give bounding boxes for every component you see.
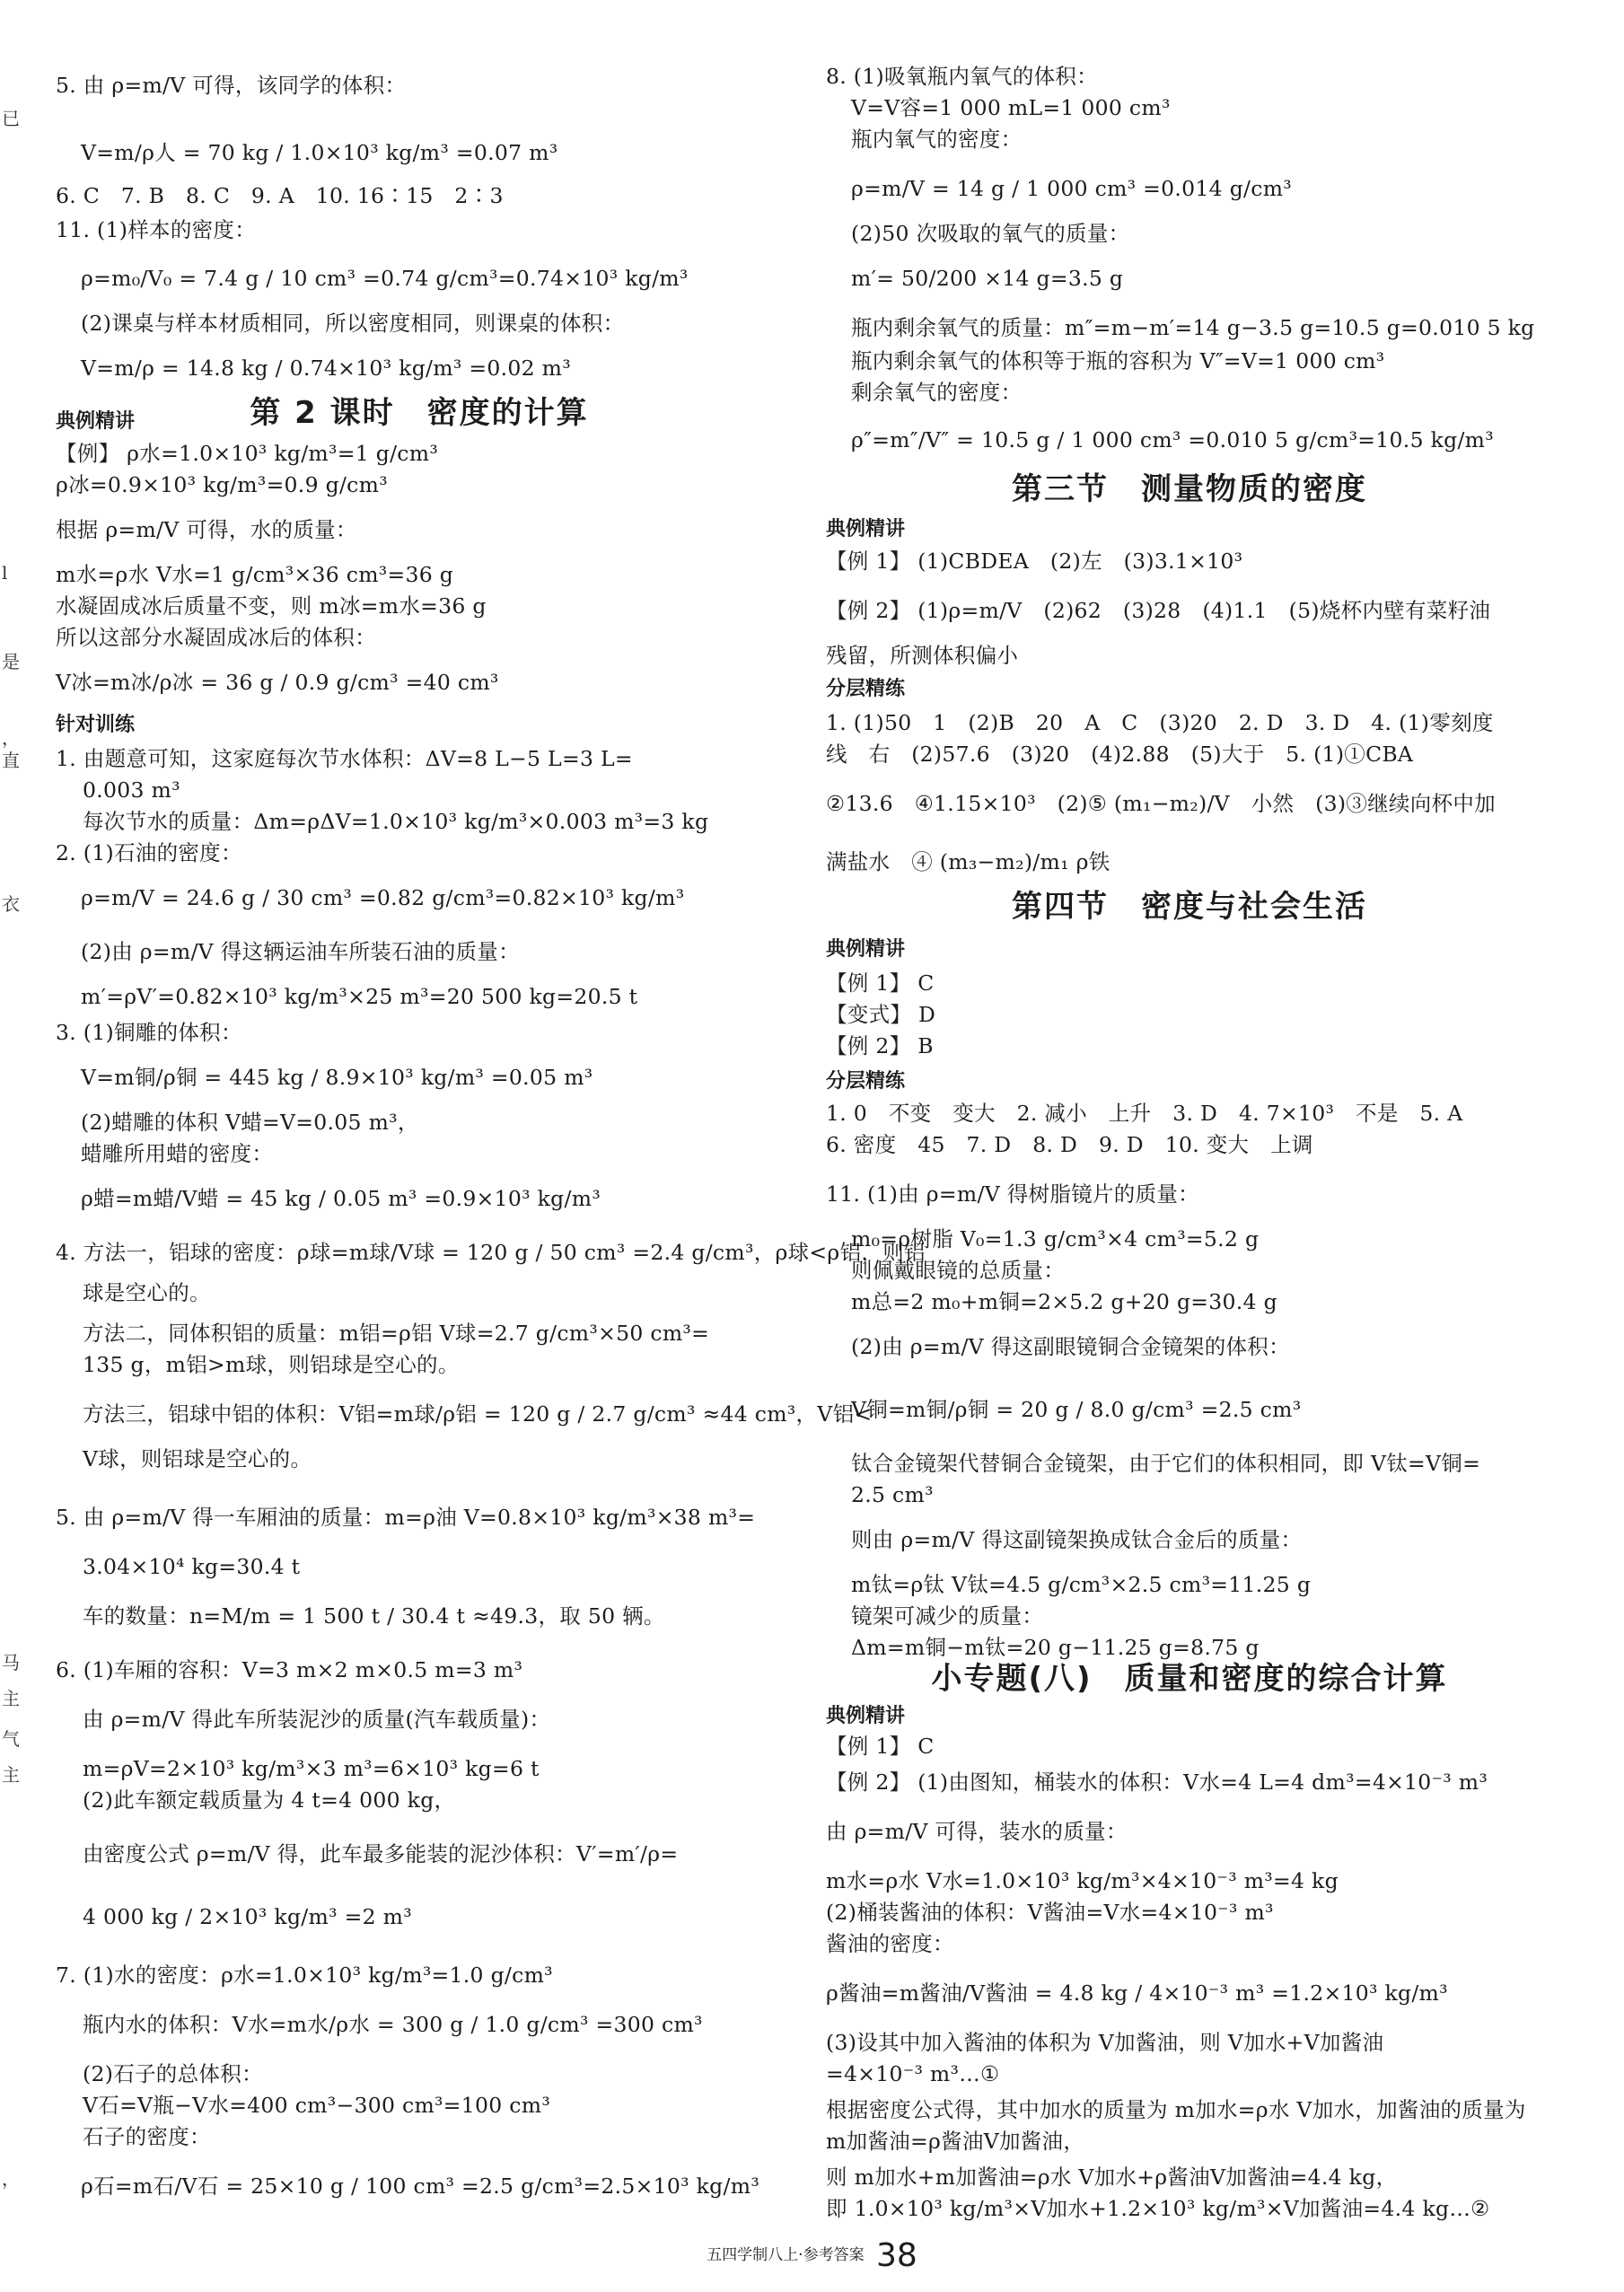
answer-line: ρ冰=0.9×10³ kg/m³=0.9 g/cm³ — [56, 472, 388, 497]
edge-mark: 是 — [2, 651, 20, 672]
answer-line: 6. (1)车厢的容积：V=3 m×2 m×0.5 m=3 m³ — [56, 1657, 523, 1682]
answer-line: 4. 方法一，铝球的密度：ρ球=m球/V球 = 120 g / 50 cm³ =2.4 g/cm³，ρ球<ρ铝，则铝 — [56, 1240, 926, 1265]
answer-line: 瓶内水的体积：V水=m水/ρ水 = 300 g / 1.0 g/cm³ =300 cm³ — [83, 2012, 703, 2037]
answer-line: 车的数量：n=M/m = 1 500 t / 30.4 t ≈49.3，取 50 辆。 — [83, 1603, 665, 1629]
answer-line: 2. (1)石油的密度： — [56, 840, 242, 865]
answer-line: 6. 密度 45 7. D 8. D 9. D 10. 变大 上调 — [826, 1132, 1313, 1157]
answer-line: 6. C 7. B 8. C 9. A 10. 16∶15 2∶3 — [56, 183, 504, 208]
answer-line: 残留，所测体积偏小 — [826, 643, 1019, 668]
edge-mark: 衣 — [2, 893, 20, 915]
answer-line: 镜架可减少的质量： — [851, 1603, 1044, 1629]
answer-line: 蜡雕所用蜡的密度： — [81, 1141, 274, 1166]
answer-line: (2)50 次吸取的氧气的质量： — [851, 221, 1130, 246]
answer-line: 水凝固成冰后质量不变，则 m冰=m水=36 g — [56, 593, 487, 619]
answer-line: m₀=ρ树脂 V₀=1.3 g/cm³×4 cm³=5.2 g — [851, 1226, 1260, 1251]
section-heading: 第 2 课时 密度的计算 — [250, 395, 589, 431]
answer-line: V冰=m冰/ρ冰 = 36 g / 0.9 g/cm³ =40 cm³ — [56, 670, 499, 695]
answer-line: m加酱油=ρ酱油V加酱油， — [826, 2129, 1085, 2154]
answer-line: 2.5 cm³ — [851, 1482, 934, 1507]
answer-line: 135 g，m铝>m球，则铝球是空心的。 — [83, 1352, 460, 1377]
answer-line: 酱油的密度： — [826, 1931, 954, 1956]
answer-line: 4 000 kg / 2×10³ kg/m³ =2 m³ — [83, 1904, 412, 1929]
answer-line: 方法三，铝球中铝的体积：V铝=m球/ρ铝 = 120 g / 2.7 g/cm³ ≈44 cm³，V铝< — [83, 1401, 873, 1427]
answer-line: (2)桶装酱油的体积：V酱油=V水=4×10⁻³ m³ — [826, 1900, 1274, 1925]
edge-mark: ， — [2, 2168, 20, 2190]
answer-line: (2)蜡雕的体积 V蜡=V=0.05 m³， — [81, 1110, 419, 1135]
answer-line: m′= 50/200 ×14 g=3.5 g — [851, 266, 1124, 291]
answer-line: 3. (1)铜雕的体积： — [56, 1020, 242, 1045]
answer-line: ρ″=m″/V″ = 10.5 g / 1 000 cm³ =0.010 5 g/cm³=10.5 kg/m³ — [851, 427, 1494, 452]
section-heading: 小专题(八) 质量和密度的综合计算 — [931, 1661, 1448, 1697]
answer-line: ρ蜡=m蜡/V蜡 = 45 kg / 0.05 m³ =0.9×10³ kg/m³ — [81, 1186, 601, 1211]
subsection-label: 典例精讲 — [826, 1705, 906, 1727]
edge-mark: 主 — [2, 1688, 20, 1709]
edge-mark: 气 — [2, 1728, 20, 1750]
answer-line: (3)设其中加入酱油的体积为 V加酱油，则 V加水+V加酱油 — [826, 2030, 1384, 2055]
answer-line: (2)此车额定载质量为 4 t=4 000 kg， — [83, 1787, 456, 1813]
answer-line: V=m/ρ = 14.8 kg / 0.74×10³ kg/m³ =0.02 m³ — [81, 356, 571, 381]
answer-line: 【例 1】 (1)CBDEA (2)左 (3)3.1×10³ — [826, 549, 1243, 574]
answer-line: 由 ρ=m/V 得此车所装泥沙的质量(汽车载质量)： — [83, 1707, 551, 1732]
answer-line: 所以这部分水凝固成冰后的体积： — [56, 625, 376, 650]
answer-line: m水=ρ水 V水=1.0×10³ kg/m³×4×10⁻³ m³=4 kg — [826, 1868, 1339, 1893]
answer-line: 石子的密度： — [83, 2124, 211, 2149]
answer-line: 【例 1】 C — [826, 970, 935, 996]
subsection-label: 典例精讲 — [56, 410, 136, 433]
answer-line: m钛=ρ钛 V钛=4.5 g/cm³×2.5 cm³=11.25 g — [851, 1572, 1312, 1597]
answer-line: 1. (1)50 1 (2)B 20 A C (3)20 2. D 3. D 4. (1)零刻度 — [826, 710, 1494, 735]
answer-line: 则由 ρ=m/V 得这副镜架换成钛合金后的质量： — [851, 1527, 1303, 1552]
answer-line: 方法二，同体积铝的质量：m铝=ρ铝 V球=2.7 g/cm³×50 cm³= — [83, 1321, 710, 1346]
answer-line: m总=2 m₀+m铜=2×5.2 g+20 g=30.4 g — [851, 1289, 1277, 1314]
answer-line: 【例 2】 B — [826, 1033, 934, 1058]
answer-line: ρ酱油=m酱油/V酱油 = 4.8 kg / 4×10⁻³ m³ =1.2×10³ kg/m³ — [826, 1980, 1448, 2006]
answer-line: 【例 2】 (1)ρ=m/V (2)62 (3)28 (4)1.1 (5)烧杯内壁有菜籽油 — [826, 598, 1491, 623]
page-footer — [0, 2237, 1624, 2274]
answer-line: 由密度公式 ρ=m/V 得，此车最多能装的泥沙体积：V′=m′/ρ= — [83, 1841, 679, 1866]
answer-line: 11. (1)样本的密度： — [56, 217, 257, 242]
answer-line: 由 ρ=m/V 可得，装水的质量： — [826, 1819, 1128, 1844]
answer-line: 0.003 m³ — [83, 777, 180, 803]
answer-line: 5. 由 ρ=m/V 得一车厢油的质量：m=ρ油 V=0.8×10³ kg/m³×38 m³= — [56, 1505, 756, 1530]
answer-line: 每次节水的质量：Δm=ρΔV=1.0×10³ kg/m³×0.003 m³=3 kg — [83, 809, 709, 834]
answer-line: 球是空心的。 — [83, 1280, 211, 1305]
answer-line: ρ石=m石/V石 = 25×10 g / 100 cm³ =2.5 g/cm³=2.5×10³ kg/m³ — [81, 2173, 760, 2199]
answer-line: 钛合金镜架代替铜合金镜架，由于它们的体积相同，即 V钛=V铜= — [851, 1451, 1481, 1476]
answer-line: ρ=m₀/V₀ = 7.4 g / 10 cm³ =0.74 g/cm³=0.74×10³ kg/m³ — [81, 266, 689, 291]
answer-line: 7. (1)水的密度：ρ水=1.0×10³ kg/m³=1.0 g/cm³ — [56, 1963, 553, 1988]
subsection-label: 分层精练 — [826, 1070, 906, 1093]
answer-line: ②13.6 ④1.15×10³ (2)⑤ (m₁−m₂)/V 小然 (3)③继续向杯中加 — [826, 791, 1496, 816]
subsection-label: 典例精讲 — [826, 938, 906, 961]
answer-line: V=m铜/ρ铜 = 445 kg / 8.9×10³ kg/m³ =0.05 m³ — [81, 1065, 593, 1090]
edge-mark: ， — [2, 727, 20, 749]
answer-line: (2)由 ρ=m/V 得这辆运油车所装石油的质量： — [81, 939, 520, 964]
answer-line: ρ=m/V = 14 g / 1 000 cm³ =0.014 g/cm³ — [851, 176, 1293, 201]
answer-line: 【例 1】 C — [826, 1734, 935, 1759]
answer-line: 1. 由题意可知，这家庭每次节水体积：ΔV=8 L−5 L=3 L= — [56, 746, 633, 771]
answer-line: 线 右 (2)57.6 (3)20 (4)2.88 (5)大于 5. (1)①CBA — [826, 742, 1414, 767]
answer-line: 8. (1)吸氧瓶内氧气的体积： — [826, 64, 1098, 89]
answer-line: V石=V瓶−V水=400 cm³−300 cm³=100 cm³ — [83, 2093, 551, 2118]
answer-line: 【变式】 D — [826, 1002, 936, 1027]
edge-mark: l — [2, 562, 8, 584]
edge-mark: 已 — [2, 108, 20, 129]
answer-line: (2)由 ρ=m/V 得这副眼镜铜合金镜架的体积： — [851, 1334, 1290, 1359]
answer-line: 【例】 ρ水=1.0×10³ kg/m³=1 g/cm³ — [56, 441, 439, 466]
answer-line: V=V容=1 000 mL=1 000 cm³ — [851, 95, 1171, 120]
answer-line: 即 1.0×10³ kg/m³×V加水+1.2×10³ kg/m³×V加酱油=4.4 kg…② — [826, 2196, 1490, 2221]
answer-line: 瓶内剩余氧气的质量：m″=m−m′=14 g−3.5 g=10.5 g=0.010 5 kg — [851, 315, 1535, 340]
answer-line: 瓶内氧气的密度： — [851, 127, 1023, 152]
answer-line: 11. (1)由 ρ=m/V 得树脂镜片的质量： — [826, 1181, 1199, 1207]
answer-line: 【例 2】 (1)由图知，桶装水的体积：V水=4 L=4 dm³=4×10⁻³ m³ — [826, 1769, 1488, 1795]
answer-line: Δm=m铜−m钛=20 g−11.25 g=8.75 g — [851, 1635, 1260, 1660]
answer-line: V=m/ρ人 = 70 kg / 1.0×10³ kg/m³ =0.07 m³ — [81, 140, 558, 165]
answer-line: V铜=m铜/ρ铜 = 20 g / 8.0 g/cm³ =2.5 cm³ — [851, 1397, 1302, 1422]
answer-line: m′=ρV′=0.82×10³ kg/m³×25 m³=20 500 kg=20.5 t — [81, 984, 638, 1009]
edge-mark: 马 — [2, 1652, 20, 1673]
page-number: 38 — [876, 2236, 917, 2274]
answer-line: 根据密度公式得，其中加水的质量为 m加水=ρ水 V加水，加酱油的质量为 — [826, 2097, 1526, 2122]
answer-line: (2)课桌与样本材质相同，所以密度相同，则课桌的体积： — [81, 311, 625, 336]
answer-line: 3.04×10⁴ kg=30.4 t — [83, 1554, 301, 1579]
edge-mark: 直 — [2, 750, 20, 771]
answer-line: 则佩戴眼镜的总质量： — [851, 1258, 1065, 1283]
answer-line: 瓶内剩余氧气的体积等于瓶的容积为 V″=V=1 000 cm³ — [851, 348, 1385, 373]
footer-label: 五四学制八上·参考答案 — [707, 2246, 865, 2264]
subsection-label: 典例精讲 — [826, 518, 906, 540]
subsection-label: 分层精练 — [826, 678, 906, 700]
answer-line: 5. 由 ρ=m/V 可得，该同学的体积： — [56, 73, 407, 98]
answer-line: m水=ρ水 V水=1 g/cm³×36 cm³=36 g — [56, 562, 454, 587]
section-heading: 第三节 测量物质的密度 — [1012, 471, 1367, 507]
answer-line: 则 m加水+m加酱油=ρ水 V加水+ρ酱油V加酱油=4.4 kg， — [826, 2165, 1398, 2190]
answer-line: 剩余氧气的密度： — [851, 380, 1023, 405]
answer-line: m=ρV=2×10³ kg/m³×3 m³=6×10³ kg=6 t — [83, 1756, 540, 1781]
answer-line: ρ=m/V = 24.6 g / 30 cm³ =0.82 g/cm³=0.82×10³ kg/m³ — [81, 885, 685, 910]
answer-line: 根据 ρ=m/V 可得，水的质量： — [56, 517, 357, 542]
answer-line: =4×10⁻³ m³…① — [826, 2061, 1000, 2086]
edge-mark: 主 — [2, 1764, 20, 1786]
answer-line: (2)石子的总体积： — [83, 2061, 263, 2086]
answer-line: 满盐水 ④ (m₃−m₂)/m₁ ρ铁 — [826, 849, 1110, 874]
subsection-label: 针对训练 — [56, 714, 136, 736]
answer-line: V球，则铝球是空心的。 — [83, 1446, 312, 1471]
answer-line: 1. 0 不变 变大 2. 减小 上升 3. D 4. 7×10³ 不是 5. A — [826, 1101, 1463, 1126]
section-heading: 第四节 密度与社会生活 — [1012, 889, 1367, 925]
